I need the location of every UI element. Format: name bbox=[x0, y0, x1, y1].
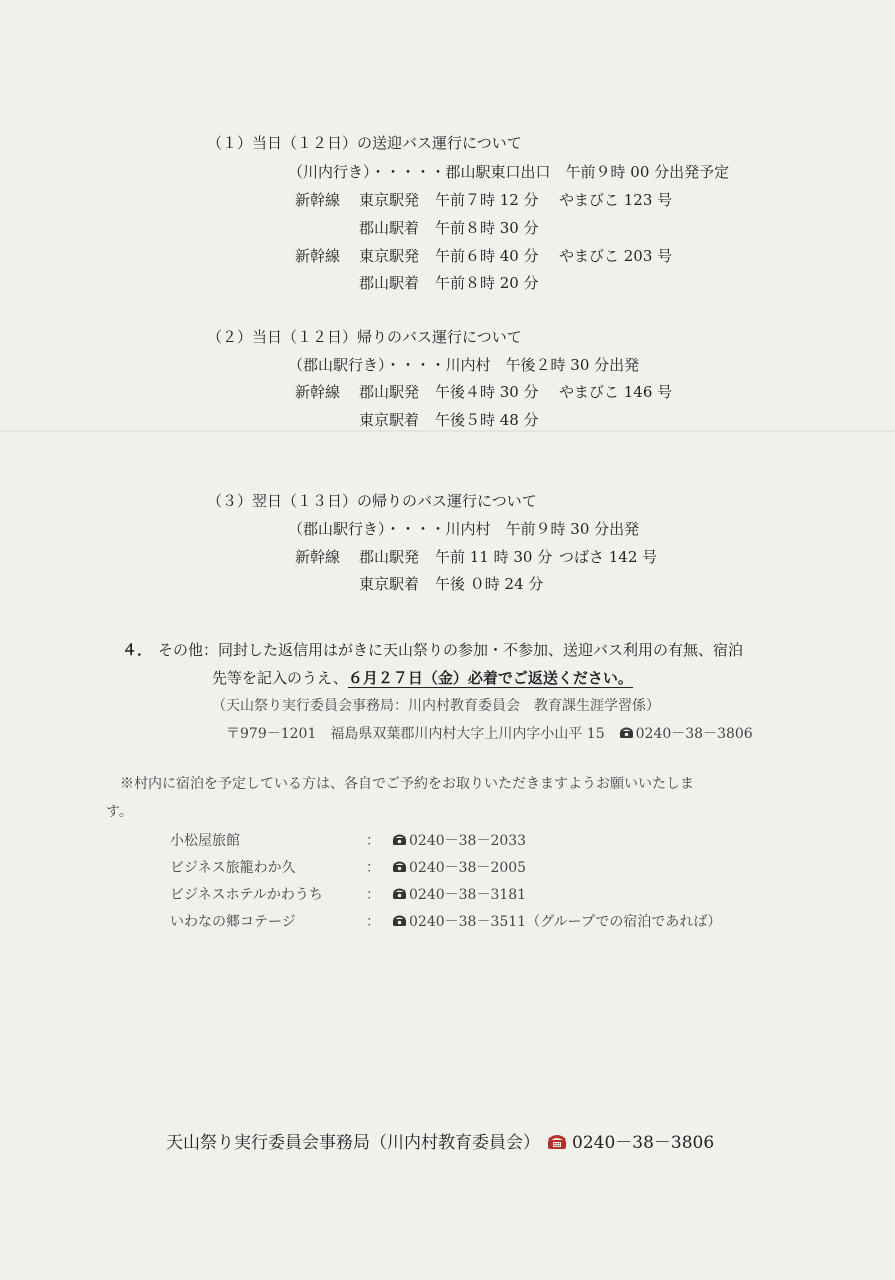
lodging-extra: （グループでの宿泊であれば） bbox=[526, 914, 722, 930]
lodging-phone: 0240－38－2005 bbox=[409, 860, 527, 876]
telephone-icon bbox=[392, 834, 407, 846]
other-line-1 bbox=[122, 640, 743, 660]
train-name: やまびこ 146 号 bbox=[559, 383, 673, 401]
telephone-icon bbox=[392, 861, 407, 873]
time: 午前７時 12 分 bbox=[435, 191, 539, 209]
time: 午前 11 時 30 分 bbox=[435, 548, 553, 566]
time: 午前８時 20 分 bbox=[435, 274, 539, 292]
other-line-2 bbox=[212, 668, 633, 688]
lodging-name: 小松屋旅館 bbox=[170, 833, 240, 849]
section-2-row-2 bbox=[295, 410, 559, 430]
time: 午前６時 40 分 bbox=[435, 247, 539, 265]
lodging-phone: 0240－38－3511 bbox=[409, 914, 527, 930]
section-3-row-2 bbox=[295, 574, 559, 594]
separator: ： bbox=[366, 860, 380, 876]
station: 郡山駅着 bbox=[359, 274, 420, 292]
lodging-phone: 0240－38－2033 bbox=[409, 833, 527, 849]
time: 午後 ０時 24 分 bbox=[435, 575, 544, 593]
item-number: ４． bbox=[122, 641, 153, 659]
telephone-icon bbox=[546, 1134, 568, 1150]
train-line: 新幹線 bbox=[295, 247, 341, 265]
section-1-row-2 bbox=[295, 218, 559, 238]
section-1-row-3 bbox=[295, 246, 672, 266]
time: 午後５時 48 分 bbox=[435, 411, 539, 429]
separator: ： bbox=[366, 833, 380, 849]
train-name: やまびこ 203 号 bbox=[559, 247, 673, 265]
contact-address-line bbox=[226, 724, 753, 744]
lodging-item bbox=[170, 912, 721, 932]
station: 東京駅着 bbox=[359, 575, 420, 593]
other-text-1: その他：同封した返信用はがきに天山祭りの参加・不参加、送迎バス利用の有無、宿泊 bbox=[158, 641, 744, 659]
telephone-icon bbox=[392, 888, 407, 900]
lodging-item bbox=[170, 858, 526, 878]
station: 東京駅発 bbox=[359, 247, 420, 265]
contact-organization: （天山祭り実行委員会事務局：川内村教育委員会 教育課生涯学習係） bbox=[212, 698, 660, 714]
lodging-name: ビジネスホテルかわうち bbox=[170, 887, 323, 903]
lodging-note-line-2: す。 bbox=[106, 804, 133, 820]
train-line: 新幹線 bbox=[295, 383, 341, 401]
station: 東京駅着 bbox=[359, 411, 420, 429]
lodging-note-line-1: ※村内に宿泊を予定している方は、各自でご予約をお取りいただきますようお願いいたしま bbox=[120, 776, 694, 792]
train-line: 新幹線 bbox=[295, 548, 341, 566]
station: 東京駅発 bbox=[359, 191, 420, 209]
section-1-route: （川内行き）・・・・・郡山駅東口出口 午前９時 00 分出発予定 bbox=[288, 163, 730, 181]
footer-phone: 0240－38－3806 bbox=[572, 1133, 715, 1153]
postal-address: 〒979－1201 福島県双葉郡川内村大字上川内字小山平 15 bbox=[226, 726, 605, 742]
station: 郡山駅発 bbox=[359, 548, 420, 566]
other-text-2: 先等を記入のうえ、 bbox=[212, 669, 348, 687]
lodging-name: いわなの郷コテージ bbox=[170, 914, 296, 930]
train-name: やまびこ 123 号 bbox=[559, 191, 673, 209]
lodging-phone: 0240－38－3181 bbox=[409, 887, 527, 903]
section-2-route: （郡山駅行き）・・・・川内村 午後２時 30 分出発 bbox=[288, 356, 640, 374]
telephone-icon bbox=[392, 915, 407, 927]
section-3-route: （郡山駅行き）・・・・川内村 午前９時 30 分出発 bbox=[288, 520, 640, 538]
section-3-heading: （３）翌日（１３日）の帰りのバス運行について bbox=[207, 492, 537, 510]
telephone-icon bbox=[619, 727, 634, 739]
deadline-emphasis: ６月２７日（金）必着でご返送ください。 bbox=[347, 669, 633, 687]
section-1-row-1 bbox=[295, 190, 672, 210]
contact-phone: 0240－38－3806 bbox=[635, 726, 753, 742]
station: 郡山駅発 bbox=[359, 383, 420, 401]
section-3-row-1 bbox=[295, 547, 657, 567]
footer-organization: 天山祭り実行委員会事務局（川内村教育委員会） bbox=[166, 1133, 540, 1153]
station: 郡山駅着 bbox=[359, 219, 420, 237]
separator: ： bbox=[366, 887, 380, 903]
paper-fold-line bbox=[0, 430, 895, 432]
footer-contact bbox=[166, 1132, 714, 1154]
section-1-row-4 bbox=[295, 273, 559, 293]
lodging-name: ビジネス旅籠わか久 bbox=[170, 860, 296, 876]
time: 午前８時 30 分 bbox=[435, 219, 539, 237]
separator: ： bbox=[366, 914, 380, 930]
section-2-row-1 bbox=[295, 382, 672, 402]
section-2-heading: （２）当日（１２日）帰りのバス運行について bbox=[207, 328, 522, 346]
section-1-heading: （１）当日（１２日）の送迎バス運行について bbox=[207, 134, 522, 152]
lodging-item bbox=[170, 885, 526, 905]
lodging-item bbox=[170, 831, 526, 851]
train-line: 新幹線 bbox=[295, 191, 341, 209]
time: 午後４時 30 分 bbox=[435, 383, 539, 401]
train-name: つばさ 142 号 bbox=[559, 548, 658, 566]
